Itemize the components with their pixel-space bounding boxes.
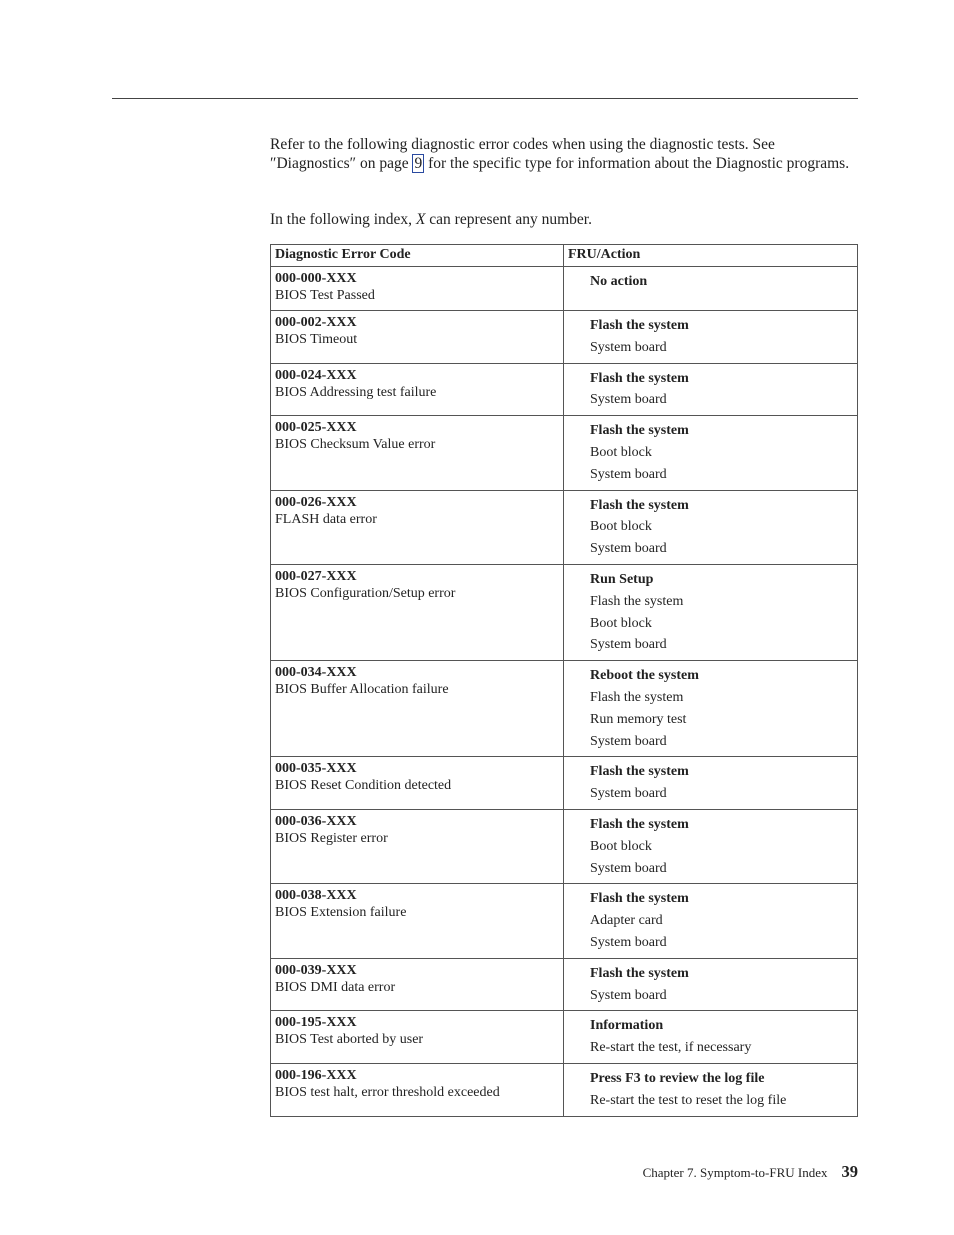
- intro-text-after: for the specific type for information about the Diagnostic programs.: [424, 154, 850, 172]
- page-number: 39: [841, 1162, 858, 1181]
- error-code: 000-195-XXX: [275, 1015, 357, 1031]
- error-code-cell: [271, 958, 564, 1011]
- fru-action-cell: [564, 267, 858, 311]
- primary-action: Flash the system: [590, 816, 689, 832]
- fru-action-item: Boot block: [590, 838, 652, 854]
- intro-text-before: Refer to the following diagnostic error codes when using the diagnostic tests. See ″Diagnostics″ on page: [270, 136, 775, 172]
- fru-action-item: System board: [590, 733, 667, 749]
- fru-action-item: System board: [590, 392, 667, 408]
- error-description: BIOS Test aborted by user: [275, 1032, 424, 1048]
- error-code-cell: [271, 311, 564, 364]
- error-description: FLASH data error: [275, 511, 377, 527]
- fru-action-item: Re-start the test, if necessary: [590, 1040, 752, 1056]
- header-error-code: Diagnostic Error Code: [271, 245, 564, 267]
- fru-action-cell: [564, 416, 858, 490]
- table-body: [271, 267, 858, 1117]
- error-code-cell: [271, 416, 564, 490]
- error-code: 000-026-XXX: [275, 494, 357, 510]
- fru-action-item: Adapter card: [590, 913, 663, 929]
- fru-action-cell: [564, 564, 858, 660]
- fru-action-item: System board: [590, 541, 667, 557]
- fru-action-cell: [564, 1011, 858, 1064]
- index-note: [270, 211, 858, 230]
- fru-action-cell: [564, 311, 858, 364]
- error-code-cell: [271, 490, 564, 564]
- fru-action-item: Flash the system: [590, 593, 684, 609]
- table-row: [271, 1011, 858, 1064]
- primary-action: Flash the system: [590, 764, 689, 780]
- error-code: 000-000-XXX: [275, 271, 357, 286]
- fru-action-item: Run memory test: [590, 711, 687, 727]
- fru-action-item: Boot block: [590, 519, 652, 535]
- fru-action-cell: [564, 661, 858, 757]
- table-row: [271, 490, 858, 564]
- error-code-cell: [271, 363, 564, 416]
- error-code: 000-024-XXX: [275, 367, 357, 383]
- error-code-cell: [271, 809, 564, 883]
- error-code: 000-027-XXX: [275, 568, 357, 584]
- error-description: BIOS Checksum Value error: [275, 437, 436, 453]
- error-code-cell: [271, 267, 564, 311]
- error-code-cell: [271, 757, 564, 810]
- table-row: [271, 757, 858, 810]
- table-row: [271, 564, 858, 660]
- error-code: 000-002-XXX: [275, 315, 357, 330]
- error-code-cell: [271, 884, 564, 958]
- fru-action-cell: [564, 884, 858, 958]
- table-row: [271, 661, 858, 757]
- error-code-cell: [271, 564, 564, 660]
- error-code: 000-196-XXX: [275, 1067, 357, 1083]
- primary-action: Flash the system: [590, 318, 689, 333]
- error-description: BIOS Addressing test failure: [275, 384, 437, 400]
- fru-action-item: System board: [590, 934, 667, 950]
- error-description: BIOS Extension failure: [275, 905, 407, 921]
- fru-action-item: System board: [590, 637, 667, 653]
- fru-action-item: Re-start the test to reset the log file: [590, 1092, 787, 1108]
- error-description: BIOS Reset Condition detected: [275, 778, 452, 794]
- fru-action-cell: [564, 958, 858, 1011]
- error-code: 000-035-XXX: [275, 761, 357, 777]
- error-code: 000-036-XXX: [275, 813, 357, 829]
- error-description: BIOS Timeout: [275, 332, 358, 347]
- fru-action-item: Boot block: [590, 444, 652, 460]
- page-link[interactable]: 9: [414, 154, 423, 172]
- error-description: BIOS Register error: [275, 830, 388, 846]
- primary-action: Run Setup: [590, 571, 654, 587]
- error-description: BIOS DMI data error: [275, 979, 396, 995]
- error-code-cell: [271, 1063, 564, 1116]
- header-rule: [112, 98, 858, 99]
- primary-action: Flash the system: [590, 423, 689, 439]
- fru-action-item: System board: [590, 987, 667, 1003]
- table-header-row: [271, 245, 858, 267]
- header-fru-action: FRU/Action: [564, 245, 858, 267]
- primary-action: No action: [590, 274, 648, 289]
- table-row: [271, 311, 858, 364]
- table-row: [271, 416, 858, 490]
- primary-action: Flash the system: [590, 891, 689, 907]
- fru-action-cell: [564, 1063, 858, 1116]
- fru-action-cell: [564, 490, 858, 564]
- fru-action-item: System board: [590, 786, 667, 802]
- primary-action: Information: [590, 1018, 664, 1034]
- error-description: BIOS Buffer Allocation failure: [275, 682, 449, 698]
- note-after: can represent any number.: [425, 211, 592, 228]
- table-row: [271, 1063, 858, 1116]
- fru-action-cell: [564, 363, 858, 416]
- fru-action-item: System board: [590, 860, 667, 876]
- fru-action-cell: [564, 809, 858, 883]
- note-variable: X: [415, 211, 426, 228]
- error-code-cell: [271, 661, 564, 757]
- primary-action: Flash the system: [590, 497, 689, 513]
- error-description: BIOS test halt, error threshold exceeded: [275, 1084, 500, 1100]
- error-code: 000-038-XXX: [275, 888, 357, 904]
- fru-action-cell: [564, 757, 858, 810]
- fru-action-item: System board: [590, 466, 667, 482]
- error-code: 000-039-XXX: [275, 962, 357, 978]
- page-footer: [560, 1162, 858, 1182]
- error-description: BIOS Test Passed: [275, 288, 375, 303]
- table-row: [271, 884, 858, 958]
- primary-action: Reboot the system: [590, 668, 699, 684]
- intro-paragraph: [270, 136, 858, 173]
- footer-chapter: Chapter 7. Symptom-to-FRU Index: [642, 1165, 828, 1180]
- table-row: [271, 958, 858, 1011]
- fru-action-item: Boot block: [590, 615, 652, 631]
- fru-action-item: System board: [590, 339, 667, 355]
- note-before: In the following index,: [270, 211, 416, 228]
- error-description: BIOS Configuration/Setup error: [275, 585, 456, 601]
- table-row: [271, 267, 858, 311]
- primary-action: Flash the system: [590, 370, 689, 386]
- table-row: [271, 363, 858, 416]
- error-code-table: [270, 244, 858, 1117]
- fru-action-item: Flash the system: [590, 689, 684, 705]
- table-row: [271, 809, 858, 883]
- error-code: 000-025-XXX: [275, 420, 357, 436]
- primary-action: Flash the system: [590, 965, 689, 981]
- error-code: 000-034-XXX: [275, 665, 357, 681]
- error-code-cell: [271, 1011, 564, 1064]
- primary-action: Press F3 to review the log file: [590, 1070, 765, 1086]
